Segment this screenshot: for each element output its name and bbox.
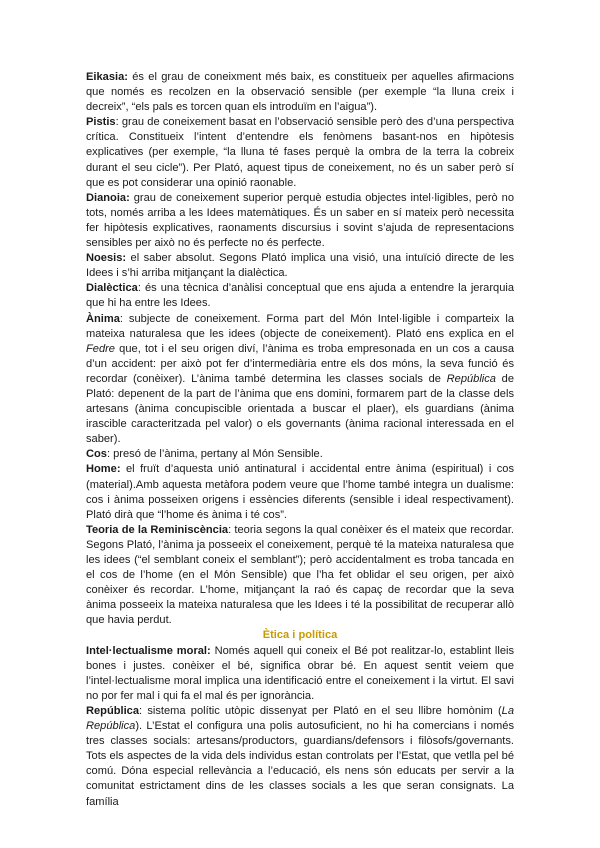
- definition-pistis: : grau de coneixement basat en l’observació sensible però des d’una perspectiva crítica. Constitueix l’intent d’entendre els fenòmens basant-nos en hipòtesis explicatives (per exemple, “la lluna té fases perquè la ombra de la terra la cobreix durant el seu cicle”). Per Plató, aquest tipus de coneixement, no és un saber però sí que es pot considerar una opinió raonable.: [86, 116, 514, 189]
- term-republica: República: [86, 704, 140, 717]
- entry-eikasia: [86, 70, 514, 115]
- definition-intellectualisme: Només aquell qui coneix el Bé pot realitzar-lo, establint lleis bones i justes. conèixer el bé, significa obrar bé. En aquest sentit veiem que l’intel·lectualisme moral implica una identificació entre el coneixement i la virtut. El savi no por fer mal i qui fa el mal és per ignorància.: [86, 644, 514, 702]
- definition-dianoia: grau de coneixement superior perquè estudia objectes intel·ligibles, però no tots, només arriba a les Idees matemàtiques. És un saber en sí mateix però necessita fer hipòtesis explicatives, raonaments discursius i sovint s’ajuda de representacions sensibles per això no és perfecte no és perfecte.: [86, 191, 514, 250]
- section-heading-etica-politica: Ètica i política: [262, 629, 338, 642]
- entry-noesis: [86, 251, 514, 281]
- term-intellectualisme: Intel·lectualisme moral:: [86, 644, 211, 657]
- definition-home: el fruït d’aquesta unió antinatural i accidental entre ànima (espiritual) i cos (material).Amb aquesta metàfora podem veure que l’home també integra un dualisme: cos i ànima posseixen origens i essències diferents (sensible i ideal respectivament). Plató dirà que “l’home és ànima i té cos”.: [86, 463, 514, 521]
- term-cos: Cos: [86, 448, 107, 461]
- definition-reminiscencia: : teoria segons la qual conèixer és el mateix que recordar. Segons Plató, l’ànima ja posseeix el coneixement, perquè té la mateixa naturalesa que les idees (“el semblant coneix el semblant”); però accidentalment es troba tancada en el cos de l’home (en el Món Sensible) que l’ha fet oblidar el seu origen, per això conèixer és recordar. L’home, mitjançant la raó és capaç de recordar que la seva ànima posseeix la mateixa naturalesa que les Idees i té la possibilitat de recuperar allò que havia perdut.: [86, 523, 514, 627]
- term-reminiscencia: Teoria de la Reminiscència: [86, 523, 229, 536]
- definition-anima-part-c: de Plató: depenent de la part de l’ànima que ens domini, formarem part de la classe dels artesans (ànima concupiscible orientada a buscar el plaer), els guardians (ànima irascible caracteritzada pel valor) o els governants (ànima racional interessada en el saber).: [86, 372, 515, 446]
- term-anima: Ànima: [86, 312, 120, 325]
- definition-anima-part-a: : subjecte de coneixement. Forma part del Món Intel·ligible i comparteix la mateixa naturalesa que les idees (objecte de coneixement). Plató ens explica en el: [86, 312, 514, 340]
- definition-dialectica: : és una tècnica d’anàlisi conceptual que ens ajuda a entendre la jerarquia que hi ha entre les Idees.: [86, 282, 514, 310]
- term-dialectica: Dialèctica: [86, 282, 138, 295]
- term-home: Home:: [86, 463, 121, 476]
- term-noesis: Noesis:: [86, 252, 127, 265]
- definition-eikasia: és el grau de coneixment més baix, es constitueix per aquelles afirmacions que només es recolzen en la observació sensible (per exemple “la lluna creix i decreix”, “els pals es torcen quan els introduïm en l’aigua”).: [86, 71, 514, 114]
- work-title-republica: República: [446, 372, 496, 385]
- work-title-fedre: Fedre: [86, 342, 115, 355]
- entry-republica: [86, 704, 514, 810]
- definition-noesis: el saber absolut. Segons Plató implica una visió, una intuïció directe de les Idees i s’hi arriba mitjançant la dialèctica.: [86, 252, 514, 280]
- entry-cos: [86, 447, 514, 462]
- term-pistis: Pistis: [86, 116, 116, 129]
- definition-republica-part-b: ). L’Estat el configura una polis autosuficient, no hi ha comercians i només tres classes socials: artesans/productors, guardians/defensors i filòsofs/governants. Tots els aspectes de la vida dels individus estan controlats per l’Estat, que vetlla pel bé comú. Dóna especial rellevància a l’educació, els nens són educats per servir a la comunitat estrictament dins de les classes socials a les que seran consignats. La família: [86, 720, 514, 808]
- term-dianoia: Dianoia:: [86, 191, 130, 204]
- entry-dialectica: [86, 281, 514, 311]
- glossary-text: [86, 70, 514, 810]
- work-title-la-republica: La República: [86, 704, 514, 733]
- definition-cos: : presó de l’ànima, pertany al Món Sensible.: [106, 448, 323, 461]
- entry-pistis: [86, 115, 514, 190]
- definition-republica-part-a: : sistema polític utòpic dissenyat per Plató en el seu llibre homònim (: [139, 704, 502, 717]
- entry-reminiscencia: [86, 523, 514, 629]
- entry-dianoia: [86, 191, 514, 251]
- entry-anima: [86, 312, 514, 448]
- entry-intellectualisme: [86, 644, 514, 704]
- term-eikasia: Eikasia:: [86, 71, 128, 83]
- definition-anima-part-b: que, tot i el seu origen diví, l’ànima es troba empresonada en un cos a causa d’un accident: per això pot fer d’intermediària entre els dos móns, la seva funció és recordar (conèixer). L’ànima també determina les classes socials de: [86, 342, 514, 385]
- entry-home: [86, 462, 514, 522]
